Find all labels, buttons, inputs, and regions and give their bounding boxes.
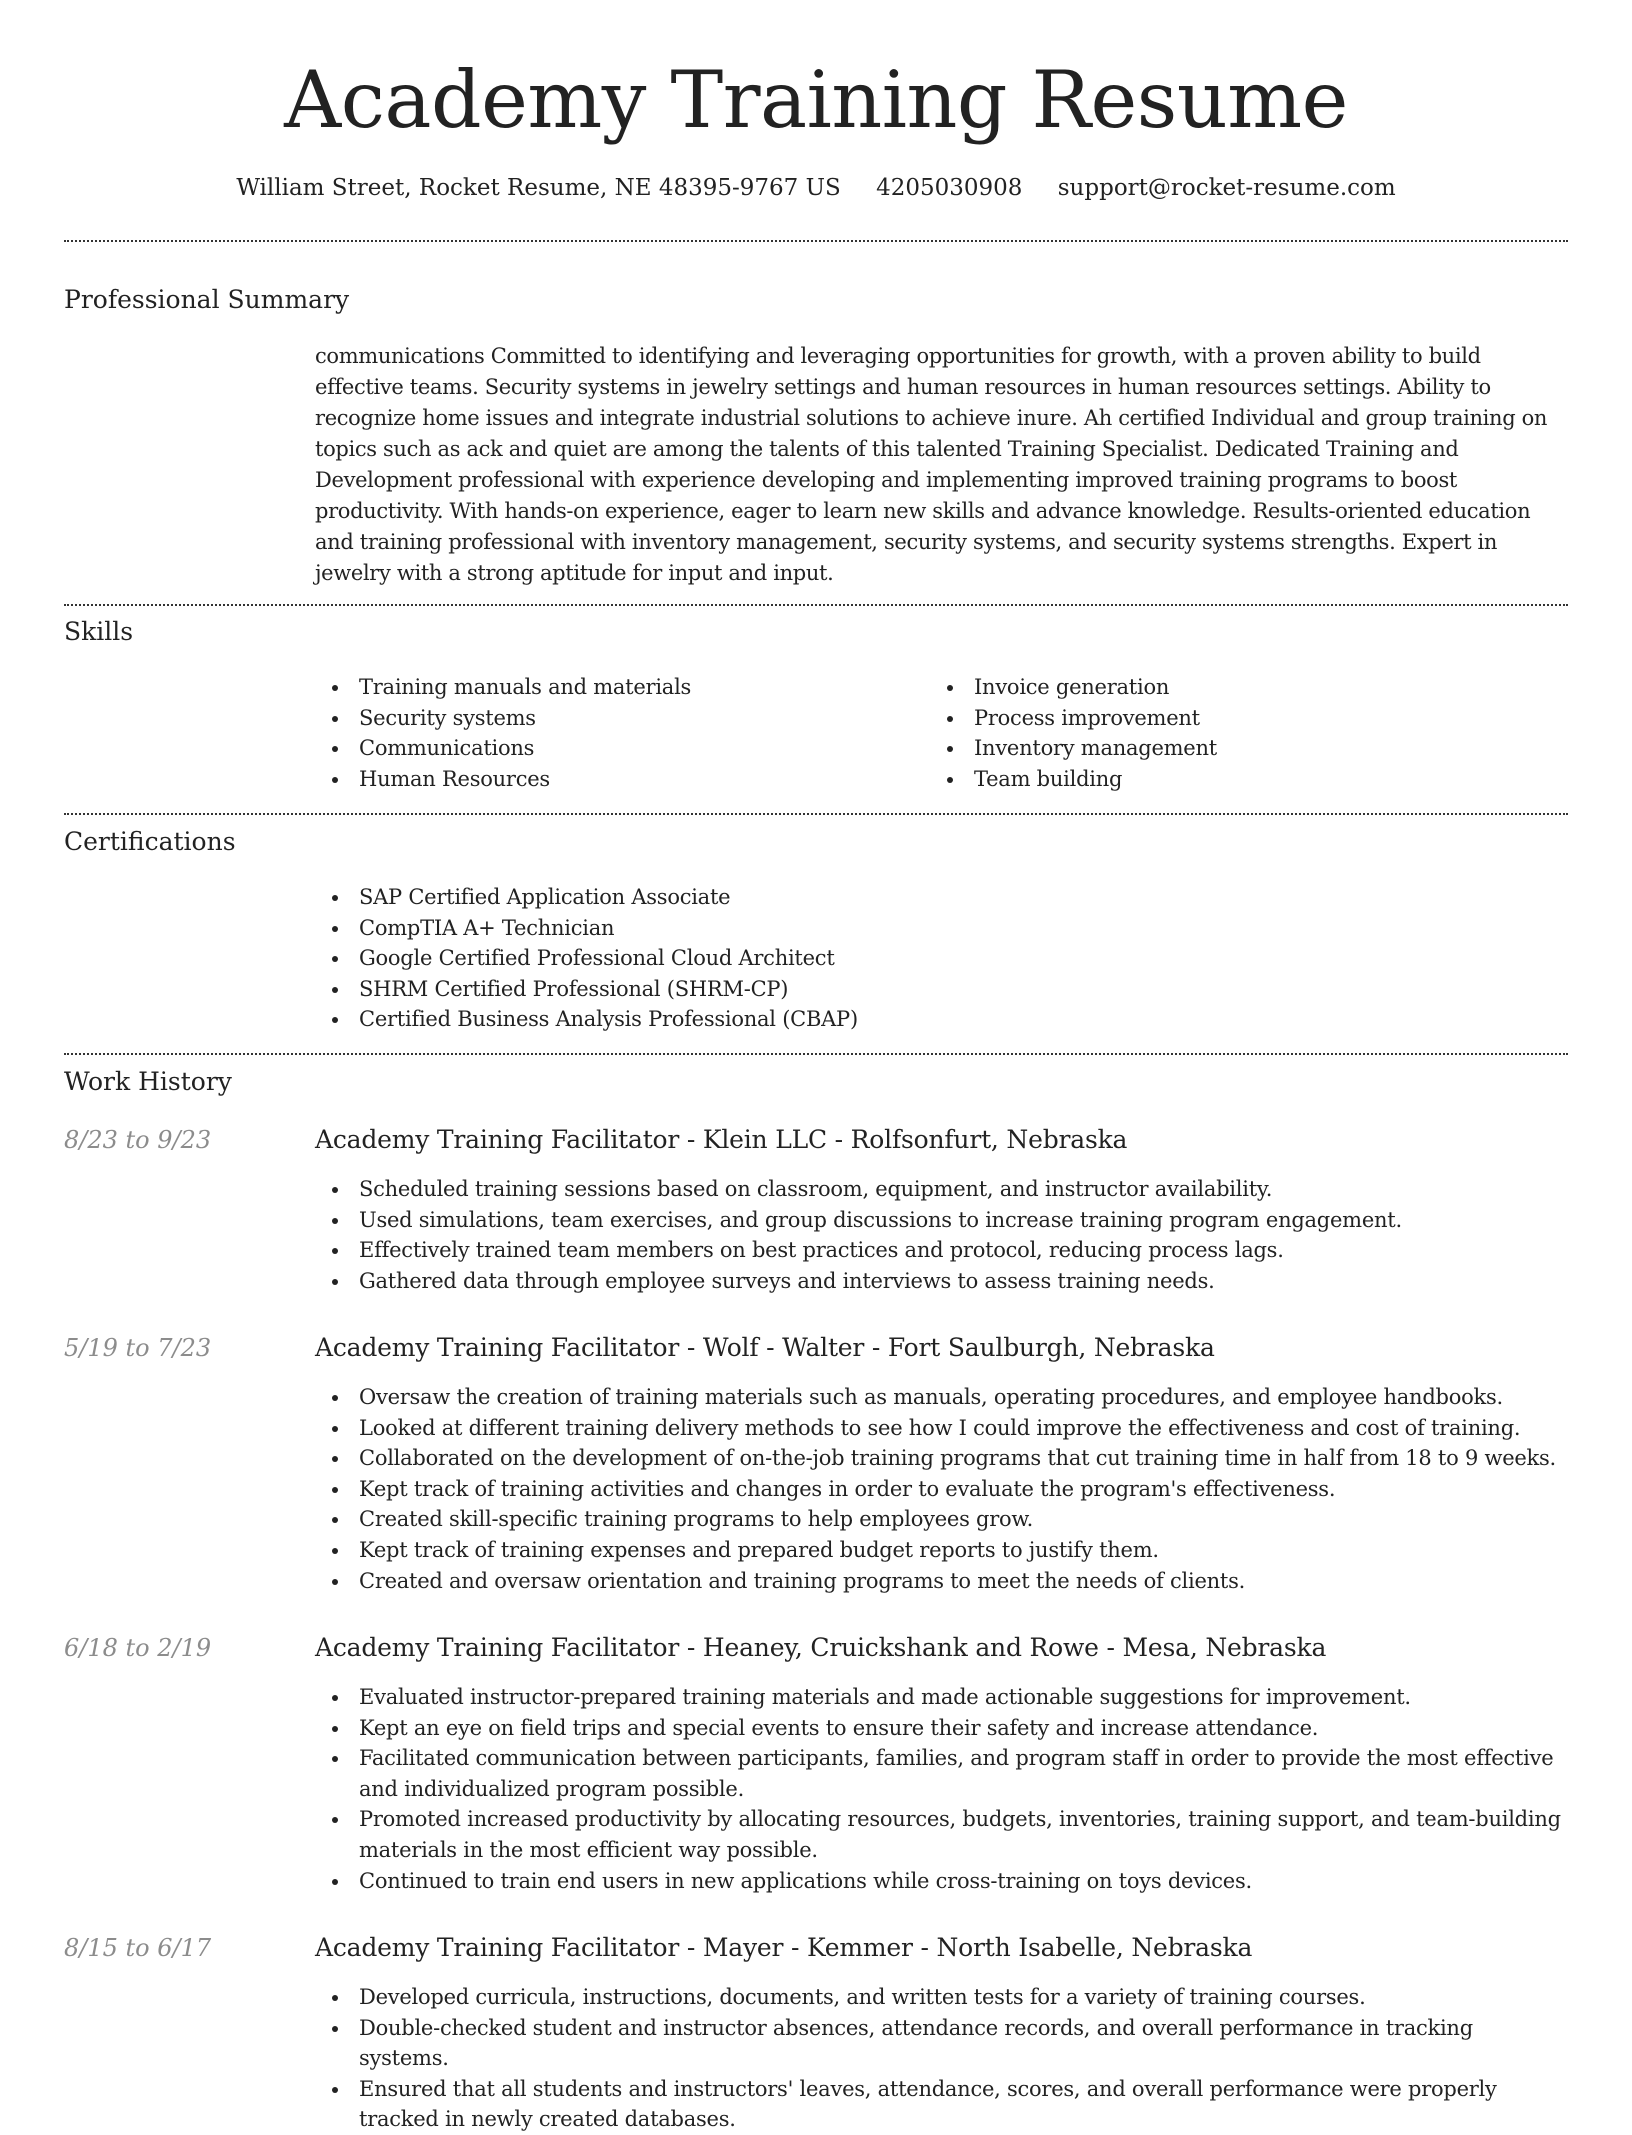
list-item: Training manuals and materials bbox=[315, 672, 915, 703]
contact-line bbox=[0, 172, 1632, 204]
list-item: Collaborated on the development of on-the-job training programs that cut training time in half from 18 to 9 weeks. bbox=[315, 1443, 1568, 1474]
job-dates: 5/19 to 7/23 bbox=[64, 1334, 212, 1362]
divider bbox=[64, 604, 1568, 606]
list-item: Kept track of training activities and changes in order to evaluate the program's effectiveness. bbox=[315, 1474, 1568, 1505]
list-item: Kept track of training expenses and prepared budget reports to justify them. bbox=[315, 1535, 1568, 1566]
list-item: Human Resources bbox=[315, 764, 915, 795]
section-title-work-history: Work History bbox=[64, 1067, 232, 1096]
list-item: Used simulations, team exercises, and group discussions to increase training program engagement. bbox=[315, 1205, 1568, 1236]
list-item: Communications bbox=[315, 733, 915, 764]
list-item: Evaluated instructor-prepared training materials and made actionable suggestions for improvement. bbox=[315, 1682, 1568, 1713]
contact-phone: 4205030908 bbox=[876, 175, 1023, 201]
list-item: Ensured that all students and instructors' leaves, attendance, scores, and overall performance were properly tracked in newly created databases. bbox=[315, 2074, 1568, 2135]
list-item: Gathered data through employee surveys and interviews to assess training needs. bbox=[315, 1266, 1568, 1297]
list-item: Google Certified Professional Cloud Architect bbox=[315, 943, 1568, 974]
list-item: Looked at different training delivery methods to see how I could improve the effectiveness and cost of training. bbox=[315, 1413, 1568, 1444]
job-dates: 6/18 to 2/19 bbox=[64, 1634, 212, 1662]
divider bbox=[64, 240, 1568, 242]
list-item: Certified Business Analysis Professional (CBAP) bbox=[315, 1004, 1568, 1035]
list-item: CompTIA A+ Technician bbox=[315, 913, 1568, 944]
list-item: Security systems bbox=[315, 703, 915, 734]
list-item: Oversaw the creation of training materials such as manuals, operating procedures, and employee handbooks. bbox=[315, 1382, 1568, 1413]
job-dates: 8/15 to 6/17 bbox=[64, 1934, 212, 1962]
job-dates: 8/23 to 9/23 bbox=[64, 1126, 212, 1154]
job-bullets bbox=[315, 1382, 1568, 1596]
certifications-list bbox=[315, 882, 1568, 1035]
contact-email: support@rocket-resume.com bbox=[1057, 175, 1396, 201]
section-title-summary: Professional Summary bbox=[64, 285, 350, 314]
list-item: SHRM Certified Professional (SHRM-CP) bbox=[315, 974, 1568, 1005]
list-item: Kept an eye on field trips and special events to ensure their safety and increase attendance. bbox=[315, 1713, 1568, 1744]
list-item: Facilitated communication between participants, families, and program staff in order to provide the most effective and individualized program possible. bbox=[315, 1743, 1568, 1804]
job-title: Academy Training Facilitator - Mayer - Kemmer - North Isabelle, Nebraska bbox=[315, 1933, 1253, 1962]
divider bbox=[64, 1053, 1568, 1055]
divider bbox=[64, 813, 1568, 815]
list-item: Inventory management bbox=[930, 733, 1530, 764]
job-title: Academy Training Facilitator - Wolf - Walter - Fort Saulburgh, Nebraska bbox=[315, 1333, 1215, 1362]
list-item: Promoted increased productivity by allocating resources, budgets, inventories, training support, and team-building materials in the most efficient way possible. bbox=[315, 1804, 1568, 1865]
job-bullets bbox=[315, 1682, 1568, 1896]
list-item: Invoice generation bbox=[930, 672, 1530, 703]
skills-list-left bbox=[315, 672, 915, 794]
summary-text: communications Committed to identifying and leveraging opportunities for growth, with a proven ability to build effective teams. Security systems in jewelry settings and human resources in human resources settings. Ability to recognize home issues and integrate industrial solutions to achieve inure. Ah certified Individual and group training on topics such as ack and quiet are among the talents of this talented Training Specialist. Dedicated Training and Development professional with experience developing and implementing improved training programs to boost productivity. With hands-on experience, eager to learn new skills and advance knowledge. Results-oriented education and training professional with inventory management, security systems, and security systems strengths. Expert in jewelry with a strong aptitude for input and input. bbox=[315, 344, 1548, 585]
list-item: Process improvement bbox=[930, 703, 1530, 734]
list-item: Continued to train end users in new applications while cross-training on toys devices. bbox=[315, 1866, 1568, 1897]
job-bullets bbox=[315, 1174, 1568, 1296]
list-item: Team building bbox=[930, 764, 1530, 795]
section-title-skills: Skills bbox=[64, 617, 134, 646]
resume-title: Academy Training Resume bbox=[284, 54, 1348, 146]
contact-address: William Street, Rocket Resume, NE 48395-9767 US bbox=[236, 175, 841, 201]
list-item: Created and oversaw orientation and training programs to meet the needs of clients. bbox=[315, 1566, 1568, 1597]
list-item: Created skill-specific training programs to help employees grow. bbox=[315, 1504, 1568, 1535]
list-item: SAP Certified Application Associate bbox=[315, 882, 1568, 913]
job-bullets bbox=[315, 1982, 1568, 2135]
list-item: Double-checked student and instructor absences, attendance records, and overall performance in tracking systems. bbox=[315, 2013, 1568, 2074]
list-item: Developed curricula, instructions, documents, and written tests for a variety of training courses. bbox=[315, 1982, 1568, 2013]
section-title-certifications: Certifications bbox=[64, 827, 236, 856]
job-title: Academy Training Facilitator - Klein LLC - Rolfsonfurt, Nebraska bbox=[315, 1125, 1128, 1154]
list-item: Effectively trained team members on best practices and protocol, reducing process lags. bbox=[315, 1235, 1568, 1266]
job-title: Academy Training Facilitator - Heaney, Cruickshank and Rowe - Mesa, Nebraska bbox=[315, 1633, 1327, 1662]
skills-list-right bbox=[930, 672, 1530, 794]
list-item: Scheduled training sessions based on classroom, equipment, and instructor availability. bbox=[315, 1174, 1568, 1205]
